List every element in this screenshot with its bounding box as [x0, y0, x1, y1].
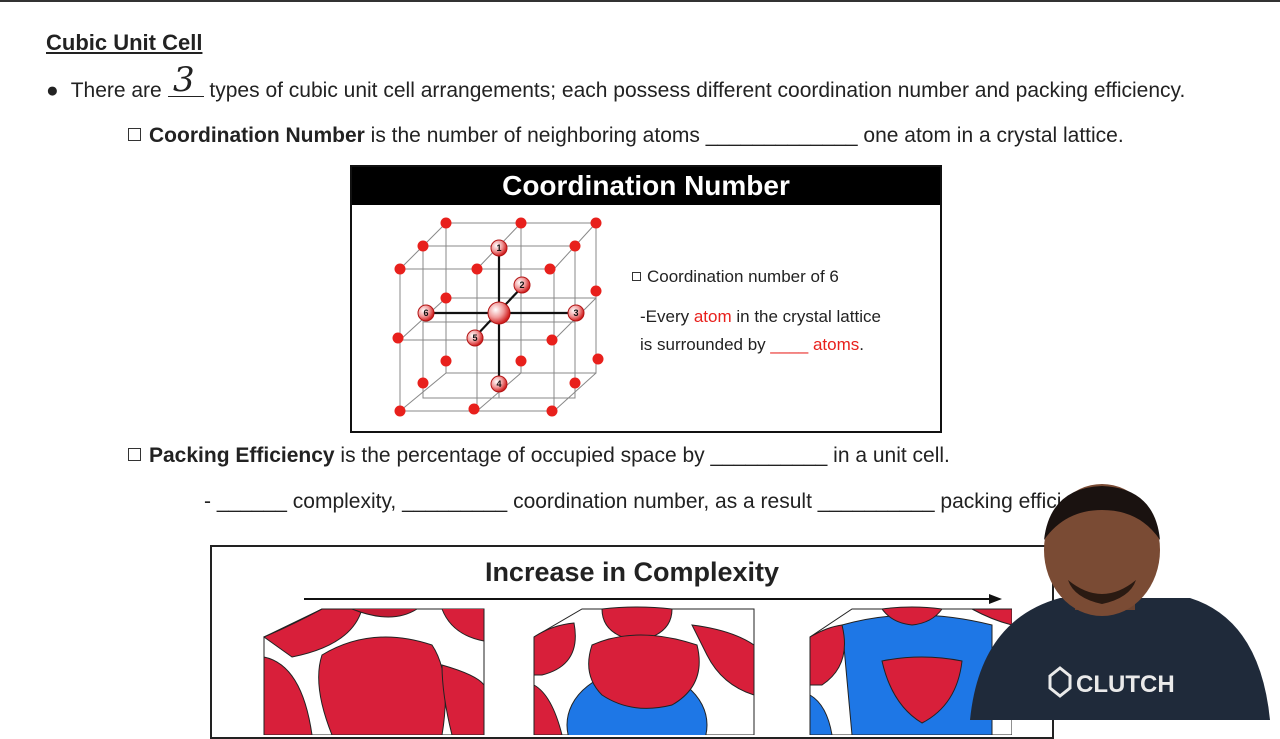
- neighbor-label-1: 1: [496, 243, 502, 253]
- complexity-figure: [210, 545, 1054, 739]
- figure-line-2: is surrounded by ____ atoms.: [640, 335, 864, 354]
- page-title: Cubic Unit Cell: [46, 30, 203, 55]
- intro-after: types of cubic unit cell arrangements; each possess different coordination number and packing efficiency.: [209, 79, 1186, 102]
- intro-line: [46, 78, 1185, 103]
- neighbor-label-6: 6: [423, 308, 429, 318]
- handwritten-answer: 3: [173, 60, 195, 100]
- arrow-right-icon: [304, 593, 1004, 605]
- coordination-blank: _____________: [705, 124, 858, 147]
- coordination-line: [128, 124, 1124, 148]
- coordination-before: is the number of neighboring atoms: [370, 124, 700, 147]
- trend-blank-3: __________: [817, 490, 935, 513]
- packing-before: is the percentage of occupied space by: [340, 444, 705, 467]
- presenter-video: [940, 480, 1280, 720]
- clutch-logo-text: CLUTCH: [1076, 671, 1175, 698]
- body-centered-cell: [534, 607, 754, 735]
- coordination-figure: [350, 165, 942, 433]
- neighbor-label-4: 4: [496, 379, 502, 389]
- checkbox-icon: [632, 272, 641, 281]
- checkbox-icon: [128, 128, 141, 141]
- packing-term: Packing Efficiency: [149, 444, 335, 467]
- complexity-title: Increase in Complexity: [484, 557, 780, 587]
- figure-point: Coordination number of 6: [632, 263, 881, 291]
- figure-title: Coordination Number: [352, 167, 940, 205]
- checkbox-icon: [128, 448, 141, 461]
- packing-after: in a unit cell.: [833, 444, 950, 467]
- neighbor-label-2: 2: [519, 280, 525, 290]
- coordination-after: one atom in a crystal lattice.: [863, 124, 1124, 147]
- bullet-icon: ●: [46, 79, 59, 102]
- central-atom: [488, 302, 510, 324]
- packing-blank: __________: [710, 444, 828, 467]
- figure-text: [632, 263, 881, 359]
- top-border: [0, 0, 1280, 2]
- trend-line: - ______ complexity, _________ coordination number, as a result __________ packing effici: [204, 490, 1062, 513]
- intro-before: There are: [70, 79, 162, 102]
- trend-blank-1: ______: [216, 490, 287, 513]
- packing-line: [128, 444, 950, 468]
- neighbor-label-3: 3: [573, 308, 579, 318]
- trend-blank-2: _________: [402, 490, 508, 513]
- unit-cell-diagrams: [252, 605, 1012, 735]
- coordination-term: Coordination Number: [149, 124, 365, 147]
- figure-line-1: -Every atom in the crystal lattice: [640, 307, 881, 326]
- lattice-diagram: [388, 213, 618, 423]
- neighbor-label-5: 5: [472, 333, 478, 343]
- simple-cubic-cell: [264, 609, 484, 735]
